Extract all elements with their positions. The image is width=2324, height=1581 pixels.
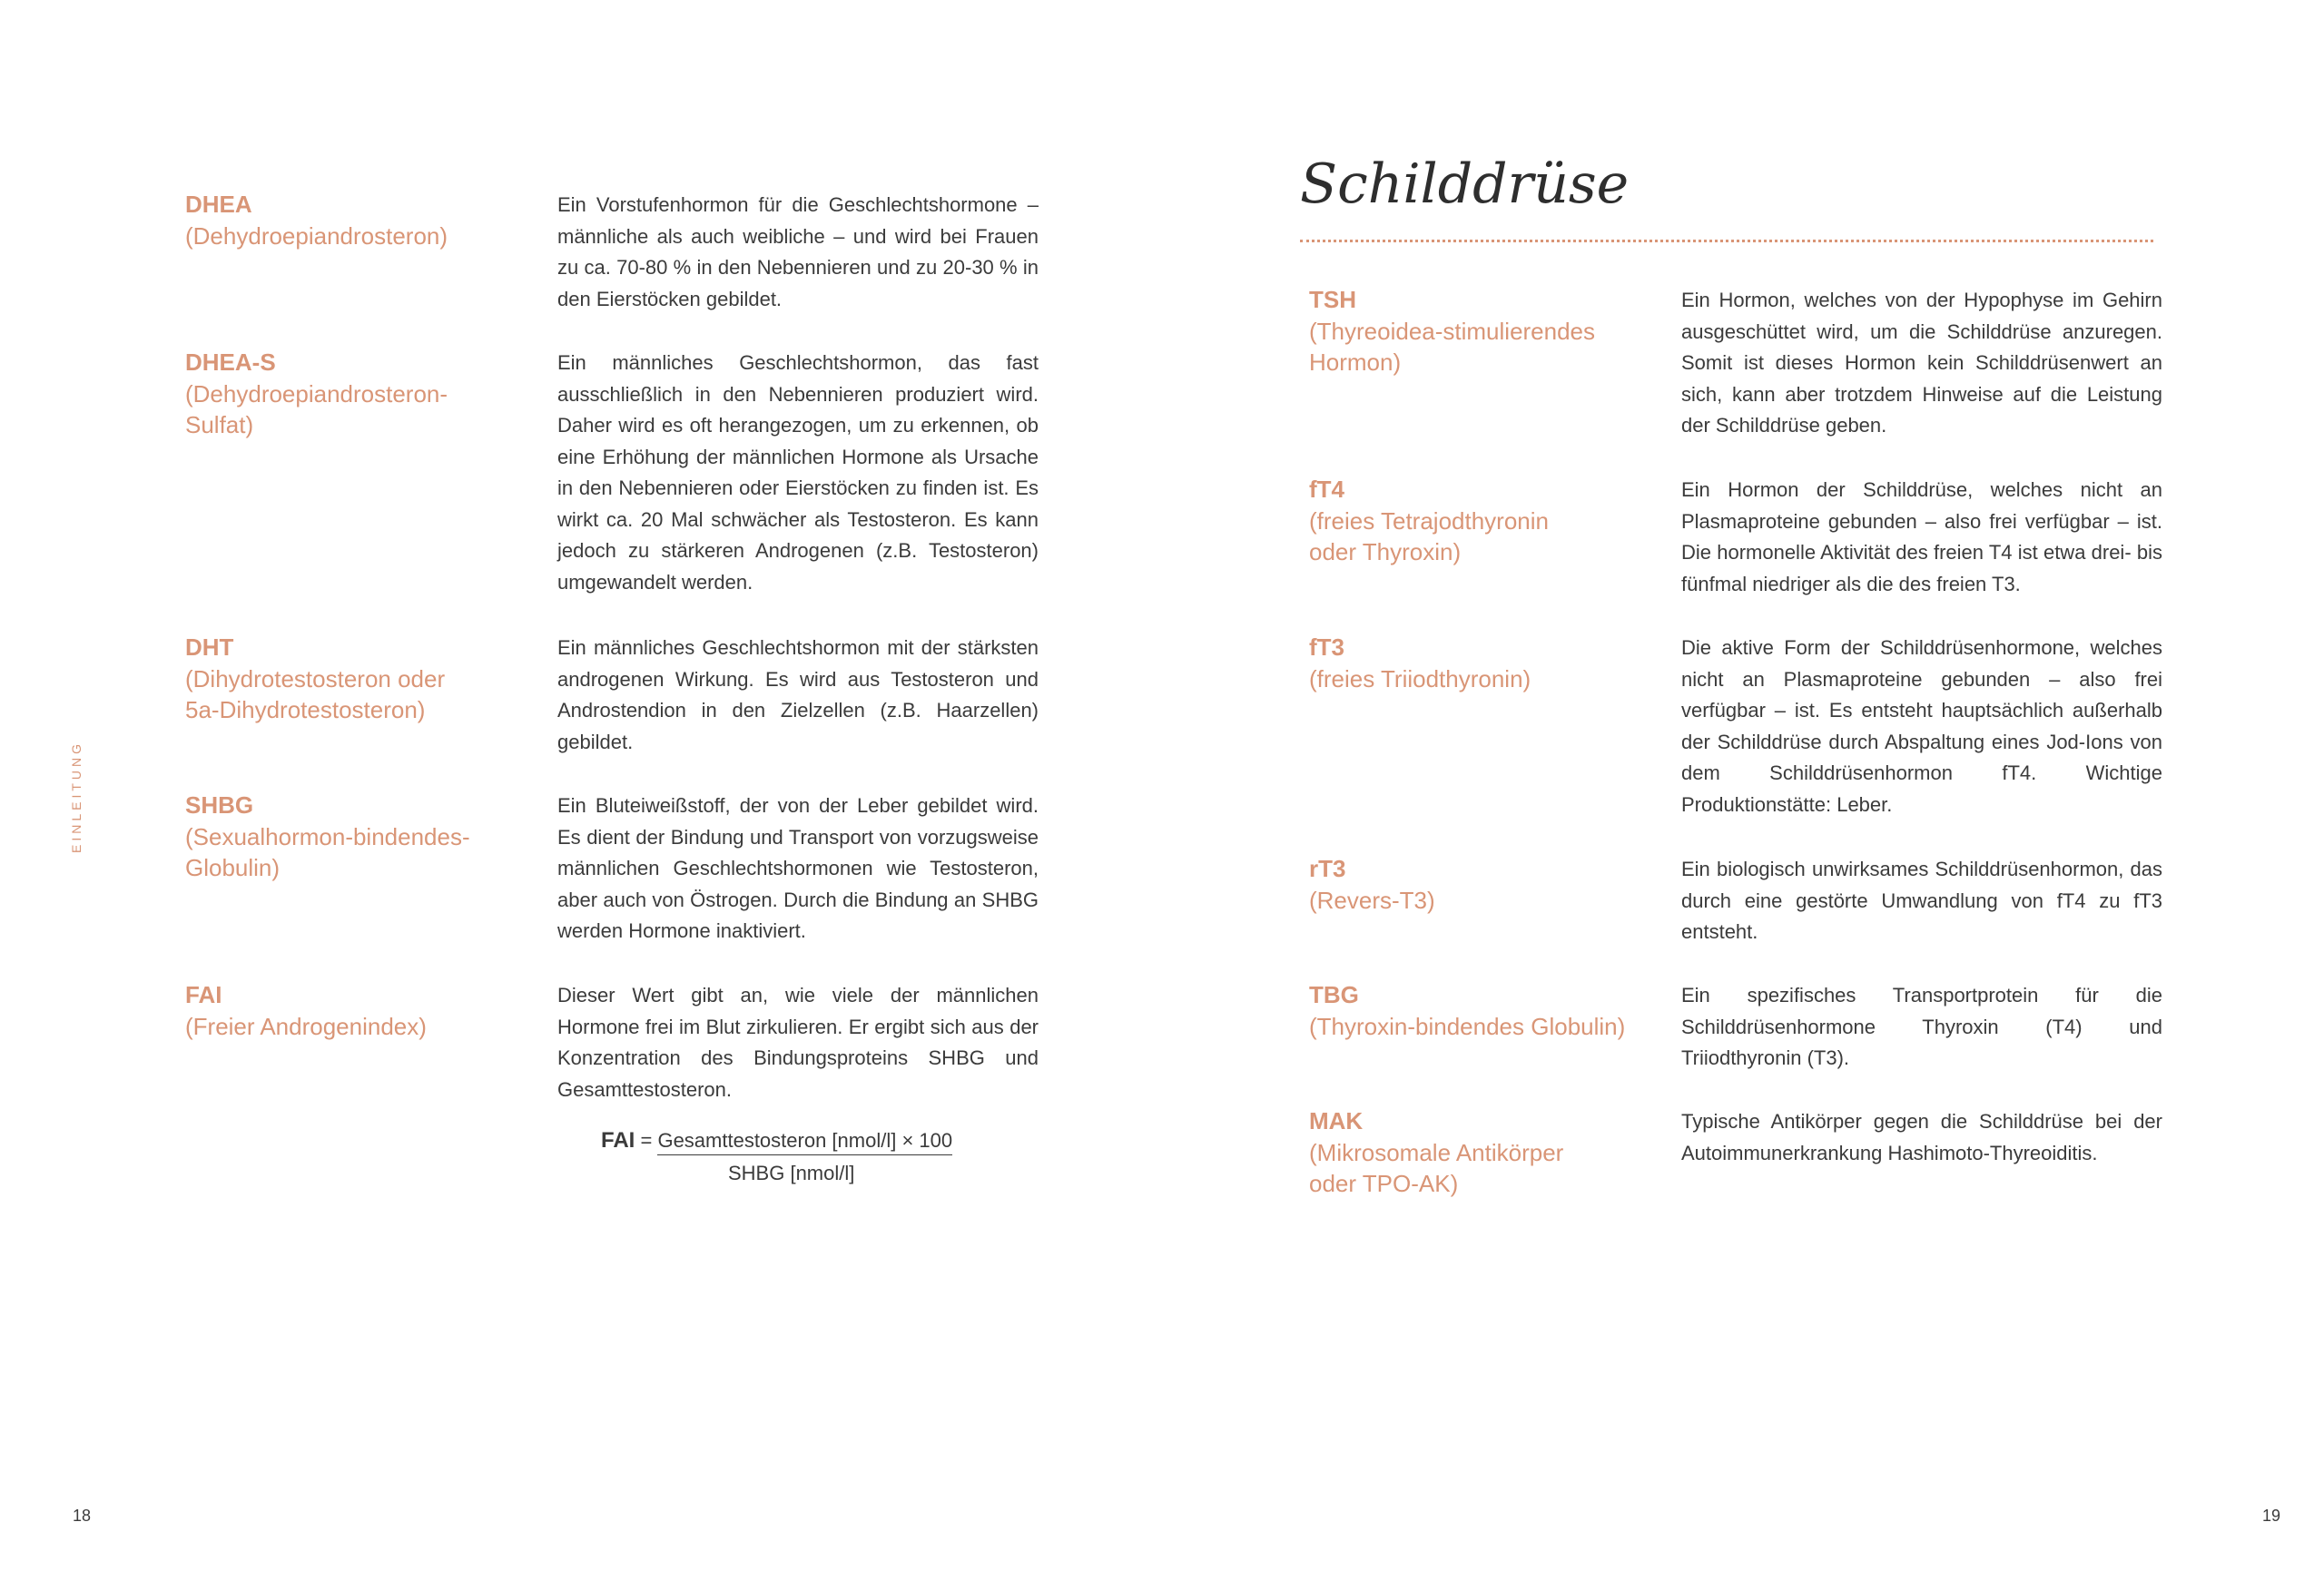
formula-equals: =: [640, 1129, 653, 1152]
term: [185, 632, 512, 726]
term-abbreviation: MAK: [1309, 1107, 1364, 1134]
term-full-name: (Mikrosomale Antikörper oder TPO-AK): [1309, 1138, 1564, 1197]
term-description: Ein Bluteiweißstoff, der von der Leber gebildet wird. Es dient der Bindung und Transport von vorzugsweise männlichen Geschlechtshormonen wie Testosteron, aber auch von Östrogen. Durch die Bindung an SHBG werden Hormone inaktiviert.: [557, 794, 1039, 942]
term: [1309, 979, 1636, 1042]
term: [185, 790, 512, 884]
term-abbreviation: FAI: [185, 981, 222, 1008]
term-full-name: (Freier Androgenindex): [185, 1012, 427, 1040]
term-full-name: (Thyroxin-bindendes Globulin): [1309, 1012, 1626, 1040]
term-abbreviation: DHEA: [185, 191, 252, 218]
term-description: Ein Hormon der Schilddrüse, welches nicht an Plasmaproteine gebunden – also frei verfügbar – ist. Die hormonelle Aktivität des freien T4 ist etwa drei- bis fünfmal niedriger als die des freien T3.: [1681, 478, 2162, 595]
term-full-name: (Dihydrotestosteron oder 5a-Dihydrotestosteron): [185, 664, 446, 723]
formula-label: FAI: [601, 1128, 635, 1153]
term: [1309, 1105, 1636, 1200]
term-abbreviation: DHEA-S: [185, 349, 276, 376]
term: [1309, 632, 1636, 694]
term-description: Ein männliches Geschlechtshormon mit der stärksten androgenen Wirkung. Es wird aus Testosteron und Androstendion in den Zielzellen (z.B. Haarzellen) gebildet.: [557, 636, 1039, 753]
page-number: 18: [73, 1507, 92, 1525]
dotted-divider: [1300, 240, 2153, 242]
term-abbreviation: rT3: [1309, 855, 1346, 882]
term-full-name: (Revers-T3): [1309, 886, 1435, 914]
term-description: Typische Antikörper gegen die Schilddrüse bei der Autoimmunerkrankung Hashimoto-Thyreoiditis.: [1681, 1110, 2162, 1164]
right-page: [1162, 0, 2324, 1581]
formula-numerator: Gesamttestosteron [nmol/l] × 100: [657, 1127, 952, 1155]
term-abbreviation: TSH: [1309, 286, 1356, 313]
term-abbreviation: fT3: [1309, 633, 1344, 661]
term-description: Die aktive Form der Schilddrüsenhormone, welches nicht an Plasmaproteine gebunden – also frei verfügbar – ist. Es entsteht hauptsächlich außerhalb der Schilddrüse durch Abspaltung eines Jod-Ions von dem Schilddrüsenhormon fT4. Wichtige Produktionstätte: Leber.: [1681, 636, 2162, 816]
page-number: 19: [2262, 1507, 2281, 1525]
term: [185, 347, 512, 441]
term-abbreviation: TBG: [1309, 981, 1359, 1008]
term: [1309, 853, 1636, 916]
term-full-name: (Dehydroepiandrosteron): [185, 221, 448, 250]
fai-formula: [601, 1125, 953, 1184]
term: [1309, 474, 1636, 568]
side-label: EINLEITUNG: [69, 740, 84, 853]
section-title: Schilddrüse: [1300, 152, 1630, 216]
term-full-name: (Thyreoidea-stimulierendes Hormon): [1309, 317, 1596, 376]
term-full-name: (freies Tetrajodthyronin oder Thyroxin): [1309, 506, 1549, 565]
term-description: Ein biologisch unwirksames Schilddrüsenhormon, das durch eine gestörte Umwandlung von fT4 zu fT3 entsteht.: [1681, 858, 2162, 943]
term: [1309, 284, 1636, 378]
term-full-name: (Sexualhormon-bindendes-Globulin): [185, 822, 470, 881]
formula-denominator: SHBG [nmol/l]: [728, 1162, 855, 1184]
term-description: Ein Vorstufenhormon für die Geschlechtshormone – männliche als auch weibliche – und wird bei Frauen zu ca. 70-80 % in den Nebennieren und zu 20-30 % in den Eierstöcken gebildet.: [557, 193, 1039, 310]
term-abbreviation: SHBG: [185, 791, 254, 819]
term-abbreviation: fT4: [1309, 476, 1344, 503]
term: [185, 189, 512, 251]
term: [185, 979, 512, 1042]
term-full-name: (freies Triiodthyronin): [1309, 664, 1531, 692]
term-abbreviation: DHT: [185, 633, 234, 661]
term-full-name: (Dehydroepiandrosteron-Sulfat): [185, 379, 448, 438]
term-description: Ein spezifisches Transportprotein für die Schilddrüsenhormone Thyroxin (T4) und Triiodthyronin (T3).: [1681, 984, 2162, 1069]
term-description: Ein Hormon, welches von der Hypophyse im Gehirn ausgeschüttet wird, um die Schilddrüse anzuregen. Somit ist dieses Hormon kein Schilddrüsenwert an sich, kann aber trotzdem Hinweise auf die Leistung der Schilddrüse geben.: [1681, 289, 2162, 437]
term-description: Ein männliches Geschlechtshormon, das fast ausschließlich in den Nebennieren produziert wird. Daher wird es oft herangezogen, um zu erkennen, ob eine Erhöhung der männlichen Hormone als Ursache in den Nebennieren oder Eierstöcken zu finden ist. Es wirkt ca. 20 Mal schwächer als Testosteron. Es kann jedoch zu stärkeren Androgenen (z.B. Testosteron) umgewandelt werden.: [557, 351, 1039, 594]
term-description: Dieser Wert gibt an, wie viele der männlichen Hormone frei im Blut zirkulieren. Er ergibt sich aus der Konzentration des Bindungsproteins SHBG und Gesamttestosteron.: [557, 984, 1039, 1101]
